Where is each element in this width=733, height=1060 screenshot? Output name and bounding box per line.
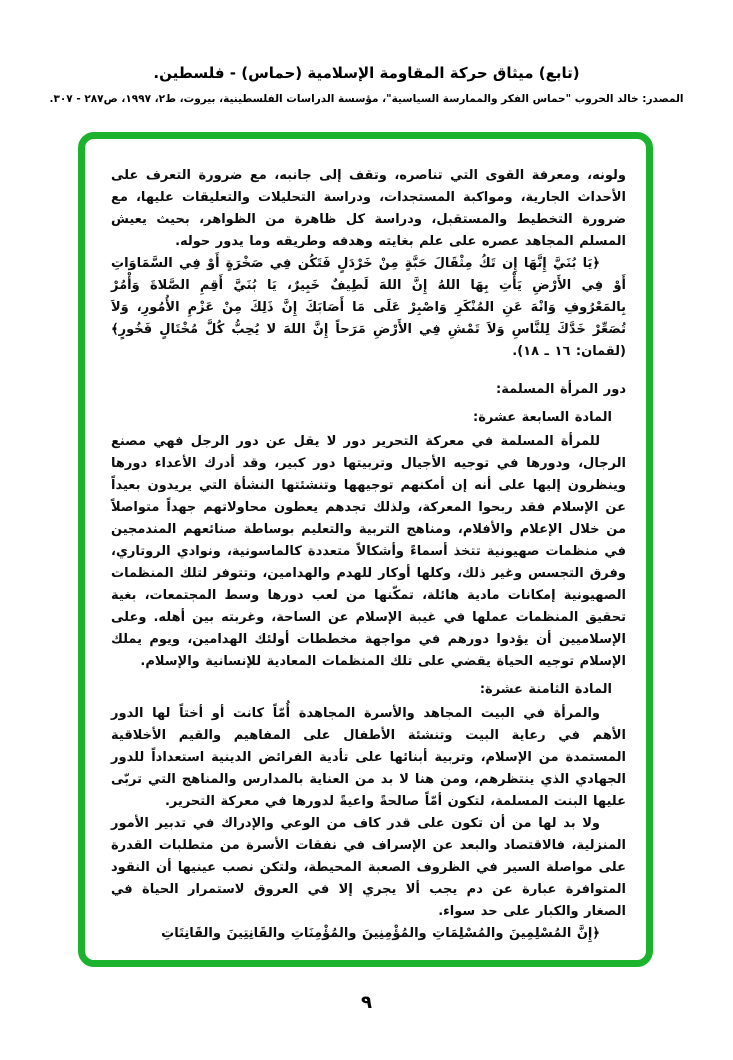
quran-verse-luqman: ﴿يَا بُنَيَّ إِنَّهَا إِن تَكُ مِثْقَالَ حَبَّةٍ مِنْ خَرْدَلٍ فَتَكُن فِي صَخْرَةٍ أَوْ فِي السَّمَاوَاتِ أَوْ فِي الأَرْضِ يَأْتِ بِهَا اللهُ إِنَّ اللهَ لَطِيفٌ خَبِيرٌ، يَا بُنَيَّ أَقِمِ الصَّلاةَ وَأْمُرْ بِالمَعْرُوفِ وَانْهَ عَنِ المُنْكَرِ وَاصْبِرْ عَلَى مَا أَصَابَكَ إِنَّ ذَلِكَ مِنْ عَزْمِ الأُمُورِ، وَلاَ تُصَعِّرْ خَدَّكَ لِلنَّاسِ وَلاَ تَمْشِ فِي الأَرْضِ مَرَحاً إِنَّ اللهَ لا يُحِبُّ كُلَّ مُخْتَالٍ فَخُورٍ﴾ (لقمان: ١٦ ـ ١٨). [111,256,626,359]
article-heading-eighteen: المادة الثامنة عشرة: [479,682,612,697]
content-frame [78,132,653,967]
paragraph-article-eighteen-1: والمرأة في البيت المجاهد والأسرة المجاهدة أُمّاً كانت أو أختاً لها الدور الأهم في رعاية البيت وتنشئة الأطفال على المفاهيم والقيم الأخلاقية المستمدة من الإسلام، وتربية أبنائها على تأدية الفرائض الدينية استعداداً للدور الجهادي الذي ينتظرهم، ومن هنا لا بد من العناية بالمدارس والمناهج التي تربّى عليها البنت المسلمة، لتكون أمّاً صالحةً واعيةً لدورها في معركة التحرير. [111,706,626,809]
paragraph-article-eighteen-2: ولا بد لها من أن تكون على قدر كاف من الوعي والإدراك في تدبير الأمور المنزلية، فالاقتصاد والبعد عن الإسراف في نفقات الأسرة من متطلبات القدرة على مواصلة السير في الظروف الصعبة المحيطة، ولتكن نصب عينيها أن النقود المتوافرة عبارة عن دم يجب ألا يجري إلا في العروق لاستمرار الحياة في الصغار والكبار على حد سواء. [111,816,626,919]
article-heading-seventeen: المادة السابعة عشرة: [473,410,612,425]
document-body [111,165,626,945]
paragraph-article-seventeen: للمرأة المسلمة في معركة التحرير دور لا يقل عن دور الرجل فهي مصنع الرجال، ودورها في توجيه الأجيال وتربيتها دور كبير، وقد أدرك الأعداء دورها وينظرون إليها على أنه إن أمكنهم توجيهها وتنشئتها النشأة التي يريدون بعيداً عن الإسلام فقد ربحوا المعركة، ولذلك تجدهم يعطون محاولاتهم جهداً متواصلاً من خلال الإعلام والأفلام، ومناهج التربية والتعليم بوساطة صنائعهم المندمجين في منظمات صهيونية تتخذ أسماءً وأشكالاً متعددة كالماسونية، ونوادي الروتاري، وفرق التجسس وغير ذلك، وكلها أوكار للهدم والهدامين، وتتوفر لتلك المنظمات الصهيونية إمكانات مادية هائلة، تمكّنها من لعب دورها وسط المجتمعات، بغية تحقيق المنظمات عملها في غيبة الإسلام عن الساحة، وغربته بين أهله. وعلى الإسلاميين أن يؤدوا دورهم في مواجهة مخططات أولئك الهدامين، ويوم يملك الإسلام توجيه الحياة يقضي على تلك المنظمات المعادية للإنسانية والإسلام. [111,434,626,669]
paragraph-continuation: ولونه، ومعرفة القوى التي تناصره، وتقف إلى جانبه، مع ضرورة التعرف على الأحداث الجارية، ومواكبة المستجدات، ودراسة التحليلات والتعليقات عليها، مع ضرورة التخطيط والمستقبل، ودراسة كل ظاهرة من الظواهر، بحيث يعيش المسلم المجاهد عصره على علم بغايته وهدفه وطريقه وما يدور حوله. [111,168,626,249]
page-number: ٩ [361,992,372,1013]
section-heading-muslim-woman-role: دور المرأة المسلمة: [496,382,626,397]
document-title: (تابع) ميثاق حركة المقاومة الإسلامية (حماس) - فلسطين. [153,64,580,82]
quran-verse-partial: ﴿إِنَّ المُسْلِمِينَ والمُسْلِمَاتِ والمُؤْمِنِينَ والمُؤْمِنَاتِ والقَانِتِينَ والقَانِتَاتِ [161,926,600,941]
source-citation-line: المصدر: خالد الحروب "حماس الفكر والممارسة السياسية"، مؤسسة الدراسات الفلسطينية، بيروت، ط٢، ١٩٩٧، ص٢٨٧ - ٣٠٧. [49,93,684,105]
